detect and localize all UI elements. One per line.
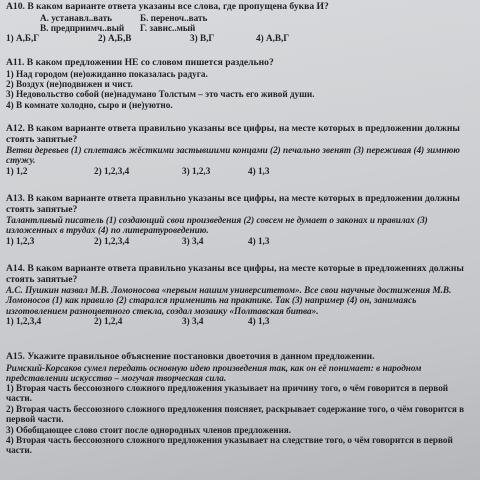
a13-answer-4[interactable]: 4) 1,3 (248, 235, 270, 246)
a12-question: A12. В каком варианте ответа правильно указаны все цифры, на месте которых в предложении должны стоять запятые? (6, 123, 460, 145)
a12-answer-3[interactable]: 3) 1,2,3 (182, 165, 211, 176)
a14-answers (6, 316, 476, 326)
a11-question: A11. В каком предложении НЕ со словом пишется раздельно? (6, 57, 274, 68)
task-a12 (6, 124, 476, 176)
a10-answer-3[interactable]: 3) В,Г (190, 33, 215, 44)
a13-answer-2[interactable]: 2) 1,2,3,4 (94, 235, 130, 246)
a12-text: Ветви деревьев (1) сплетаясь жёсткими застывшими концами (2) печально звенят (3) переживая (4) зимнюю стужу. (6, 145, 461, 166)
a14-answer-3[interactable]: 3) 3,4 (182, 315, 204, 326)
a10-word-a: А. устанавл..вать (40, 12, 113, 23)
a15-option-2[interactable]: 2) Вторая часть бессоюзного сложного предложения поясняет, раскрывает содержание того, о чём говорится в первой части. (6, 403, 465, 425)
a15-question: A15. Укажите правильное объяснение постановки двоеточия в данном предложении. (6, 351, 375, 362)
task-a14 (6, 264, 476, 326)
a10-word-v: В. предприимч..вый (40, 23, 125, 33)
a14-answer-4[interactable]: 4) 1,3 (248, 315, 270, 326)
a15-option-4[interactable]: 4) Вторая часть бессоюзного сложного предложения указывает на следствие того, о чём говорится в первой части. (6, 435, 453, 456)
task-a11 (6, 58, 476, 110)
a12-answers (6, 166, 476, 176)
a13-answers (6, 236, 476, 246)
a11-option-3[interactable]: 3) Недовольство собой (не)надумано Толстым – это часть его живой души. (6, 89, 315, 100)
a10-answers (6, 33, 476, 43)
a10-question: A10. В каком варианте ответа указаны все слова, где пропущена буква И? (6, 1, 329, 12)
a10-answer-2[interactable]: 2) А,Б,В (98, 33, 132, 44)
task-a10 (6, 2, 476, 44)
a11-option-4[interactable]: 4) В комнате холодно, сыро и (не)уютно. (6, 99, 173, 110)
task-a13 (6, 194, 476, 246)
a13-answer-3[interactable]: 3) 3,4 (182, 235, 204, 246)
a10-word-g: Г. завис..мый (140, 23, 196, 33)
a14-text: А.С. Пушкин назвал М.В. Ломоносова «первым нашим университетом». Все свои научные достижения М.В. Ломоносов (1) как правило (2) старался применить на практике. Так (3) например (4) он, занимаясь изготовлением разноцветного стекла, создал мозаику «Полтавская битва». (6, 285, 452, 316)
a10-answer-1[interactable]: 1) А,Б,Г (6, 33, 40, 44)
a14-answer-2[interactable]: 2) 1,2,4 (94, 315, 123, 326)
a14-answer-1[interactable]: 1) 1,2,3,4 (6, 315, 42, 326)
a12-answer-2[interactable]: 2) 1,2,3,4 (94, 165, 130, 176)
a10-words (40, 13, 476, 34)
a13-text: Талантливый писатель (1) создающий свои произведения (2) совсем не думает о законах и правилах (3) изложенных в трудах (4) по литературоведению. (6, 215, 428, 236)
a10-answer-4[interactable]: 4) А,В,Г (256, 33, 290, 44)
a12-answer-4[interactable]: 4) 1,3 (248, 165, 270, 176)
a15-text: Римский-Корсаков сумел передать основную идею произведения так, как он её понимает: в народном представлении искусство – могучая творческая сила. (6, 362, 422, 383)
a10-word-b: Б. переноч..вать (140, 12, 208, 23)
a12-answer-1[interactable]: 1) 1,2 (6, 165, 28, 176)
a15-option-1[interactable]: 1) Вторая часть бессоюзного сложного предложения указывает на причину того, о чём говорится в первой части. (6, 383, 449, 404)
a14-question: A14. В каком варианте ответа правильно указаны все цифры, на месте которые в предложениях должны стоять запятые? (6, 263, 464, 285)
a15-option-3[interactable]: 3) Обобщающее слово стоит после однородных членов предложения. (6, 424, 292, 435)
a11-option-1[interactable]: 1) Над городом (не)ожиданно показалась радуга. (6, 68, 208, 79)
task-a15 (6, 352, 476, 456)
a13-question: A13. В каком варианте ответа правильно указаны все цифры, на месте которых в предложении должны стоять запятые? (6, 193, 460, 215)
a11-option-2[interactable]: 2) Воздух (не)подвижен и чист. (6, 79, 133, 89)
a13-answer-1[interactable]: 1) 1,2,3 (6, 235, 35, 246)
